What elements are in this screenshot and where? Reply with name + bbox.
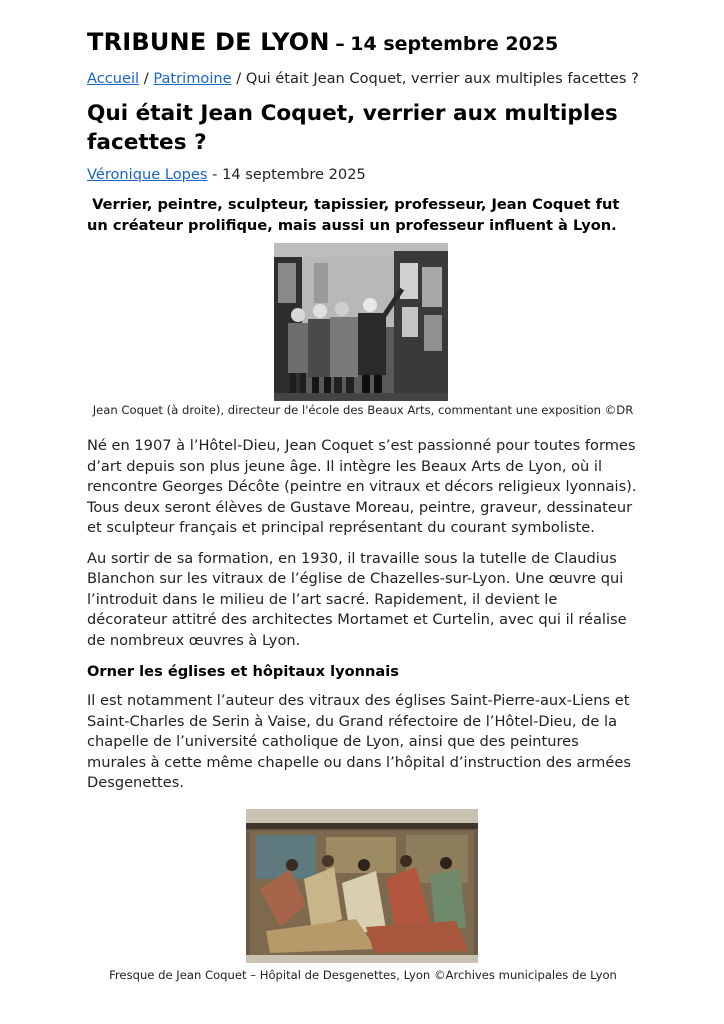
- masthead: [87, 26, 639, 58]
- fresco-photo: [246, 809, 478, 963]
- figure-fresco: [87, 809, 639, 982]
- breadcrumb-separator: /: [236, 70, 242, 87]
- author-link[interactable]: Véronique Lopes: [87, 166, 208, 183]
- exhibition-photo: [274, 243, 448, 401]
- byline-separator: -: [212, 166, 218, 183]
- body-paragraph: Né en 1907 à l’Hôtel-Dieu, Jean Coquet s’est passionné pour toutes formes d’art depuis son plus jeune âge. Il intègre les Beaux Arts de Lyon, où il rencontre Georges Décôte (peintre en vitraux et décors religieux lyonnais). Tous deux seront élèves de Gustave Moreau, peintre, graveur, dessinateur et sculpteur français et principal représentant du courant symboliste.: [87, 437, 637, 536]
- breadcrumb-current: Qui était Jean Coquet, verrier aux multiples facettes ?: [245, 70, 639, 87]
- article-page: [87, 26, 639, 982]
- issue-date: 14 septembre 2025: [350, 33, 559, 55]
- breadcrumb-section-link[interactable]: Patrimoine: [153, 70, 232, 87]
- breadcrumb-separator: /: [143, 70, 149, 87]
- body-paragraph: Il est notamment l’auteur des vitraux des églises Saint-Pierre-aux-Liens et Saint-Charles de Serin à Vaise, du Grand réfectoire de l’Hôtel-Dieu, de la chapelle de l’université catholique de Lyon, ainsi que des peintures murales à cette même chapelle ou dans l’hôpital d’instruction des armées Desgenettes.: [87, 692, 631, 791]
- body-paragraph: Au sortir de sa formation, en 1930, il travaille sous la tutelle de Claudius Blanchon sur les vitraux de l’église de Chazelles-sur-Lyon. Une œuvre qui l’introduit dans le milieu de l’art sacré. Rapidement, il devient le décorateur attitré des architectes Mortamet et Curtelin, avec qui il réalise de nombreux œuvres à Lyon.: [87, 549, 627, 649]
- section-subheading: Orner les églises et hôpitaux lyonnais: [87, 663, 399, 680]
- masthead-separator: –: [335, 33, 345, 55]
- article-lead: Verrier, peintre, sculpteur, tapissier, professeur, Jean Coquet fut un créateur prolifique, mais aussi un professeur influent à Lyon.: [87, 196, 625, 234]
- article-date: 14 septembre 2025: [222, 166, 366, 183]
- figure-exhibition: [87, 243, 639, 417]
- paper-name: TRIBUNE DE LYON: [87, 28, 330, 56]
- byline: [87, 165, 639, 185]
- article-title: Qui était Jean Coquet, verrier aux multiples facettes ?: [87, 101, 618, 155]
- figure-caption: Jean Coquet (à droite), directeur de l'école des Beaux Arts, commentant une exposition ©DR: [92, 403, 634, 417]
- figure-caption: Fresque de Jean Coquet – Hôpital de Desgenettes, Lyon ©Archives municipales de Lyon: [109, 967, 617, 982]
- breadcrumb-home-link[interactable]: Accueil: [87, 70, 140, 87]
- breadcrumb: [87, 69, 639, 89]
